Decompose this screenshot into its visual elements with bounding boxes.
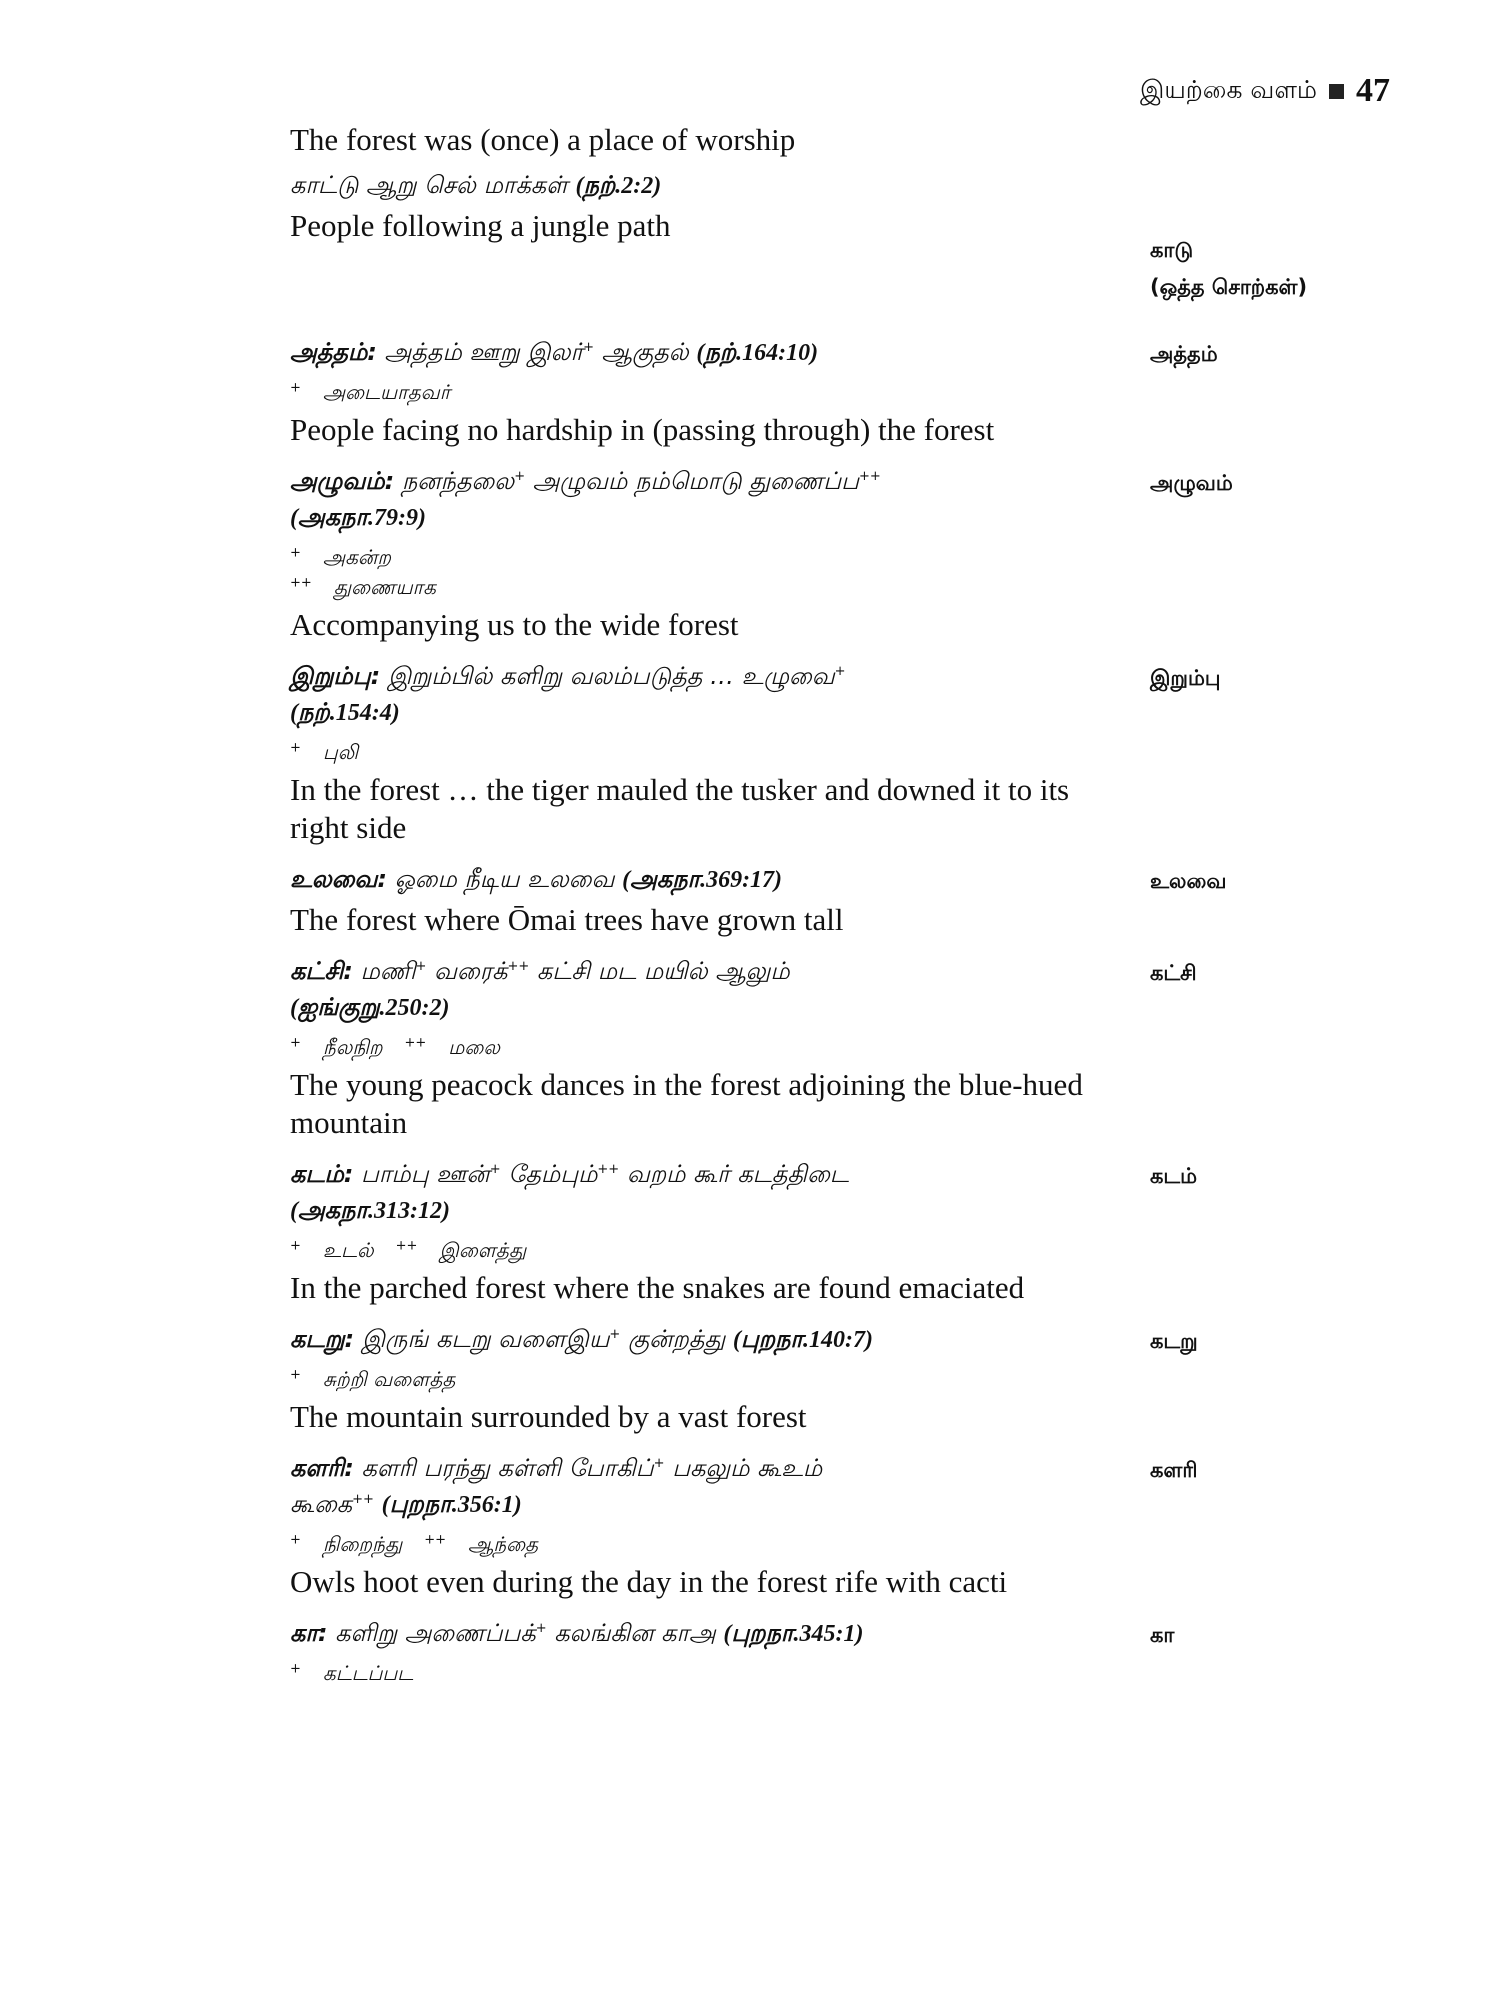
entry-gloss: + கட்டப்பட	[290, 1660, 414, 1685]
entry-english: In the parched forest where the snakes are found emaciated	[290, 1269, 1025, 1305]
entry-quote: அழுவம்: நனந்தலை+ அழுவம் நம்மொடு துணைப்ப++ (அகநா.79:9)	[290, 466, 881, 531]
entry-side: கட்சி	[1150, 960, 1197, 985]
intro-row	[290, 204, 1420, 306]
entry-side: கடறு	[1150, 1328, 1198, 1353]
entry-english: The young peacock dances in the forest adjoining the blue-hued mountain	[290, 1066, 1083, 1140]
intro-side: காடு (ஒத்த சொற்கள்)	[1150, 238, 1308, 299]
entry-gloss: + அடையாதவர்	[290, 379, 451, 404]
intro-line: The forest was (once) a place of worship	[290, 122, 796, 157]
entry-quote: கடம்: பாம்பு ஊன்+ தேம்பும்++ வறம் கூர் கடத்திடை (அகநா.313:12)	[290, 1159, 849, 1224]
entry	[290, 652, 1420, 855]
entry	[290, 1150, 1420, 1315]
entry-side: கடம்	[1150, 1163, 1198, 1188]
entry-english: The mountain surrounded by a vast forest	[290, 1398, 807, 1434]
entry-gloss: + அகன்ற ++ துணையாக	[290, 544, 436, 599]
entry-quote: கடறு: இருங் கடறு வளைஇய+ குன்றத்து (புறநா.140:7)	[290, 1324, 873, 1353]
entry	[290, 328, 1420, 457]
entry-english: The forest where Ōmai trees have grown tall	[290, 901, 844, 937]
entry-english: In the forest … the tiger mauled the tusker and downed it to its right side	[290, 771, 1070, 845]
entry-english: Accompanying us to the wide forest	[290, 606, 739, 642]
square-bullet-icon	[1329, 84, 1344, 99]
entry-gloss: + உடல் ++ இளைத்து	[290, 1237, 527, 1262]
entry-side: இறும்பு	[1150, 665, 1221, 690]
intro-tamil: காட்டு ஆறு செல் மாக்கள் (நற்.2:2)	[290, 171, 662, 199]
entry-quote: களரி: களரி பரந்து கள்ளி போகிப்+ பகலும் கூஉம் கூகை++ (புறநா.356:1)	[290, 1453, 823, 1518]
entry	[290, 457, 1420, 652]
entry-english: Owls hoot even during the day in the forest rife with cacti	[290, 1563, 1008, 1599]
entry-side: அழுவம்	[1150, 470, 1233, 495]
entry-quote: கா: களிறு அணைப்பக்+ கலங்கின காஅ (புறநா.345:1)	[290, 1618, 864, 1647]
entry	[290, 1444, 1420, 1609]
page-number: 47	[1356, 72, 1390, 109]
entry-gloss: + சுற்றி வளைத்த	[290, 1366, 456, 1391]
entry	[290, 1315, 1420, 1444]
entry-side: கா	[1150, 1622, 1175, 1647]
entry-side: உலவை	[1150, 868, 1227, 893]
entry-gloss: + நிறைந்து ++ ஆந்தை	[290, 1531, 539, 1556]
entry-gloss: + புலி	[290, 739, 359, 764]
entry	[290, 947, 1420, 1150]
entry-gloss: + நீலநிற ++ மலை	[290, 1034, 500, 1059]
entry	[290, 1609, 1420, 1692]
entry-side: களரி	[1150, 1457, 1198, 1482]
page-header	[1050, 66, 1390, 116]
entry-side: அத்தம்	[1150, 341, 1218, 366]
running-title: இயற்கை வளம்	[1140, 74, 1317, 104]
entry-quote: அத்தம்: அத்தம் ஊறு இலர்+ ஆகுதல் (நற்.164:10)	[290, 337, 819, 366]
entry-quote: கட்சி: மணி+ வரைக்++ கட்சி மட மயில் ஆலும் (ஐங்குறு.250:2)	[290, 956, 790, 1021]
intro-english: People following a jungle path	[290, 208, 671, 243]
entry-quote: இறும்பு: இறும்பில் களிறு வலம்படுத்த … உழுவை+ (நற்.154:4)	[290, 661, 846, 726]
page-content	[290, 118, 1420, 1692]
entry	[290, 855, 1420, 947]
entry-english: People facing no hardship in (passing through) the forest	[290, 411, 995, 447]
entry-quote: உலவை: ஓமை நீடிய உலவை (அகநா.369:17)	[290, 864, 783, 893]
